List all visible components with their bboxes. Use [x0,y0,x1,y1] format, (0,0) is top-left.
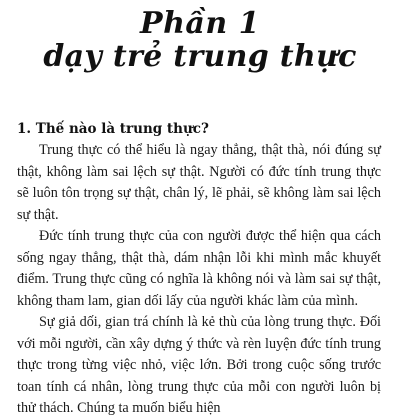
paragraph-3: Sự giả dối, gian trá chính là kẻ thù của lòng trung thực. Đối với mỗi người, cần xây dựng ý thức và rèn luyện đức tính trung thực trong từng việc nhỏ, việc lớn. Bởi trong cuộc sống trước toan tính cá nhân, lòng trung thực của mỗi con người luôn bị thử thách. Chúng ta muốn biểu hiện [17,314,381,416]
body-text [17,140,381,420]
paragraph-2: Đức tính trung thực của con người được thể hiện qua cách sống ngay thẳng, thật thà, dám nhận lỗi khi mình mắc khuyết điểm. Trung thực cũng có nghĩa là không nói và làm sai sự thật, không tham lam, gian dối lấy của người khác làm của mình. [17,228,381,309]
part-heading: Phần 1 [140,6,260,41]
section-title: 1. Thế nào là trung thực? [17,121,209,137]
paragraph-1: Trung thực có thể hiểu là ngay thẳng, thật thà, nói đúng sự thật, không làm sai lệch sự thật. Người có đức tính trung thực sẽ luôn tôn trọng sự thật, chân lý, lẽ phải, sẽ không làm sai lệch sự thật. [17,142,381,223]
part-subtitle: dạy trẻ trung thực [43,39,357,74]
